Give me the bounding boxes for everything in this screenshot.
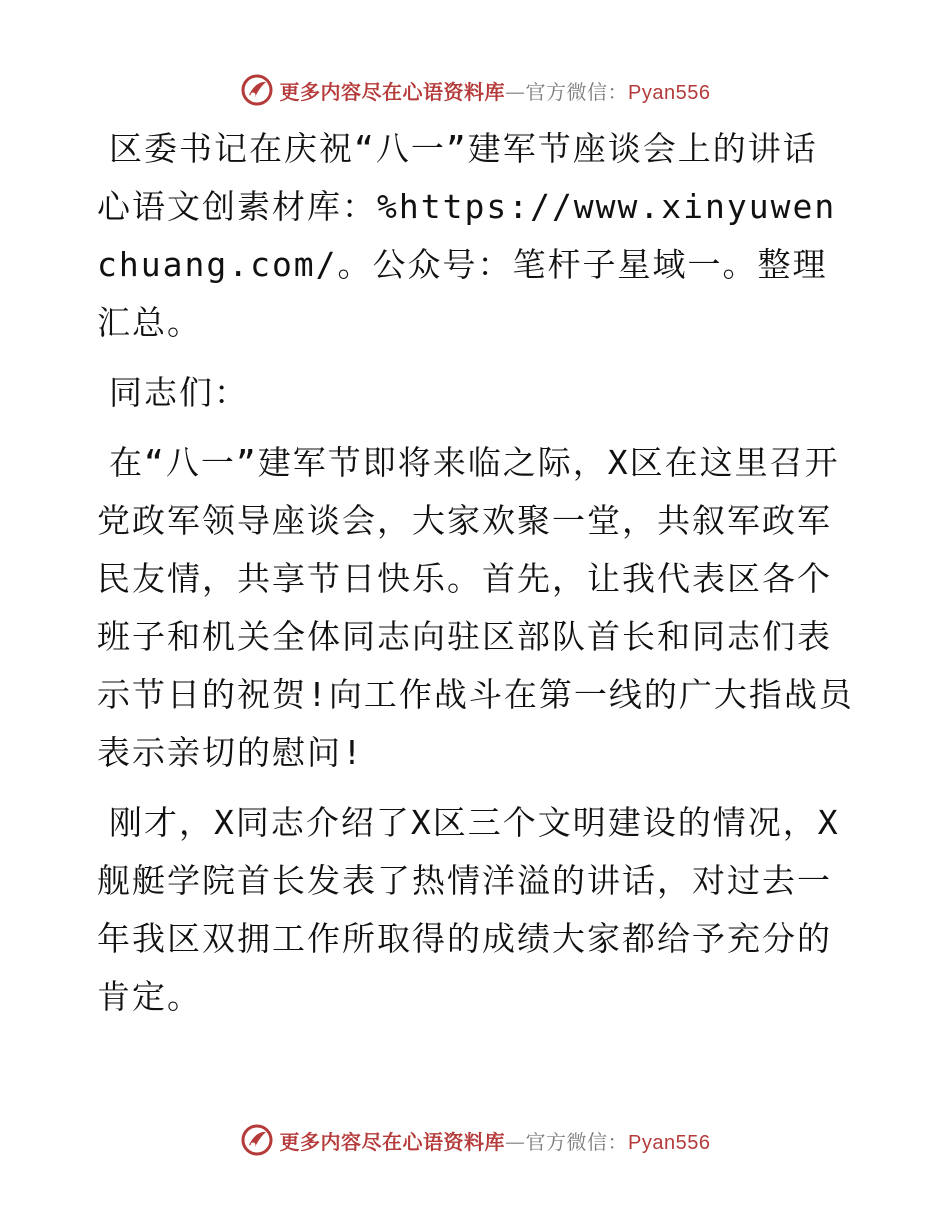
document-source: 心语文创素材库：%https://www.xinyuwenchuang.com/。公众号：笔杆子星域一。整理汇总。 xyxy=(97,187,837,342)
header-banner-label: 官方微信： xyxy=(525,79,629,104)
header-banner-id: Pyan556 xyxy=(628,81,711,104)
footer-banner-main: 更多内容尽在心语资料库 xyxy=(279,1129,506,1154)
footer-banner-dash: — xyxy=(505,1129,526,1154)
paragraph-1: 在“八一”建军节即将来临之际，X区在这里召开党政军领导座谈会，大家欢聚一堂，共叙军政军民友情，共享节日快乐。首先，让我代表区各个班子和机关全体同志向驻区部队首长和同志们表示节日的祝贺!向工作战斗在第一线的广大指战员表示亲切的慰问! xyxy=(97,443,854,772)
footer-banner xyxy=(0,1120,950,1160)
salutation: 同志们： xyxy=(109,373,249,412)
header-banner-text xyxy=(280,76,711,105)
header-banner xyxy=(0,70,950,110)
footer-banner-text xyxy=(280,1126,711,1155)
pen-nib-logo-icon xyxy=(240,1123,274,1157)
paragraph-2: 刚才，X同志介绍了X区三个文明建设的情况，X舰艇学院首长发表了热情洋溢的讲话，对过去一年我区双拥工作所取得的成绩大家都给予充分的肯定。 xyxy=(97,803,840,1016)
footer-banner-label: 官方微信： xyxy=(525,1129,629,1154)
document-title: 区委书记在庆祝“八一”建军节座谈会上的讲话 xyxy=(109,129,818,168)
footer-banner-id: Pyan556 xyxy=(628,1131,711,1154)
document-body xyxy=(97,120,857,1038)
pen-nib-logo-icon xyxy=(240,73,274,107)
header-banner-dash: — xyxy=(505,79,526,104)
header-banner-main: 更多内容尽在心语资料库 xyxy=(279,79,506,104)
